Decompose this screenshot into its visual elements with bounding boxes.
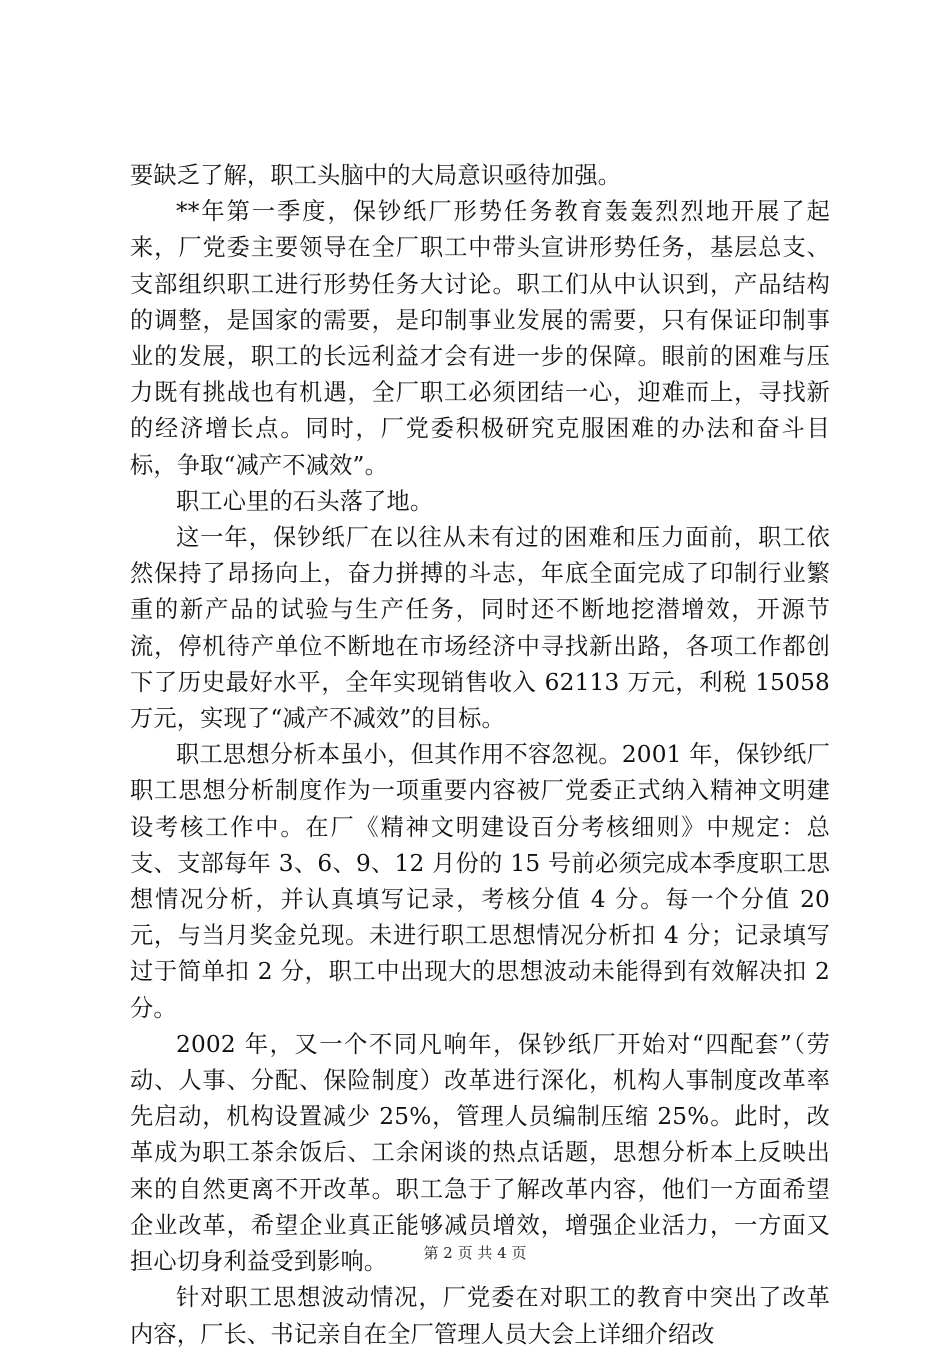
paragraph-5: 职工思想分析本虽小，但其作用不容忽视。2001 年，保钞纸厂职工思想分析制度作为一项重要内容被厂党委正式纳入精神文明建设考核工作中。在厂《精神文明建设百分考核细则》中规定：总支、支部每年 3、6、9、12 月份的 15 号前必须完成本季度职工思想情况分析，并认真填写记录，考核分值 4 分。每一个分值 20 元，与当月奖金兑现。未进行职工思想情况分析扣 4 分；记录填写过于简单扣 2 分，职工中出现大的思想波动未能得到有效解决扣 2 分。 bbox=[130, 741, 830, 1022]
paragraph-7: 针对职工思想波动情况，厂党委在对职工的教育中突出了改革内容，厂长、书记亲自在全厂管理人员大会上详细介绍改 bbox=[130, 1284, 830, 1348]
paragraph-6: 2002 年，又一个不同凡响年，保钞纸厂开始对“四配套”（劳动、人事、分配、保险制度）改革进行深化，机构人事制度改革率先启动，机构设置减少 25%，管理人员编制压缩 25%。此时，改革成为职工茶余饭后、工余闲谈的热点话题，思想分析本上反映出来的自然更离不开改革。职工急于了解改革内容，他们一方面希望企业改革，希望企业真正能够减员增效，增强企业活力，一方面又担心切身利益受到影响。 bbox=[130, 1030, 830, 1276]
page-footer: 第 2 页 共 4 页 bbox=[423, 1244, 527, 1262]
paragraph-1: 要缺乏了解，职工头脑中的大局意识亟待加强。 bbox=[130, 162, 622, 189]
paragraph-3: 职工心里的石头落了地。 bbox=[176, 487, 434, 515]
paragraph-2: **年第一季度，保钞纸厂形势任务教育轰轰烈烈地开展了起来，厂党委主要领导在全厂职工中带头宣讲形势任务，基层总支、支部组织职工进行形势任务大讨论。职工们从中认识到，产品结构的调整，是国家的需要，是印制事业发展的需要，只有保证印制事业的发展，职工的长远利益才会有进一步的保障。眼前的困难与压力既有挑战也有机遇，全厂职工必须团结一心，迎难而上，寻找新的经济增长点。同时，厂党委积极研究克服困难的办法和奋斗目标，争取“减产不减效”。 bbox=[130, 198, 830, 479]
paragraph-4: 这一年，保钞纸厂在以往从未有过的困难和压力面前，职工依然保持了昂扬向上，奋力拼搏的斗志，年底全面完成了印制行业繁重的新产品的试验与生产任务，同时还不断地挖潜增效，开源节流，停机待产单位不断地在市场经济中寻找新出路，各项工作都创下了历史最好水平，全年实现销售收入 62113 万元，利税 15058 万元，实现了“减产不减效”的目标。 bbox=[130, 524, 830, 733]
document-body bbox=[130, 158, 830, 1353]
